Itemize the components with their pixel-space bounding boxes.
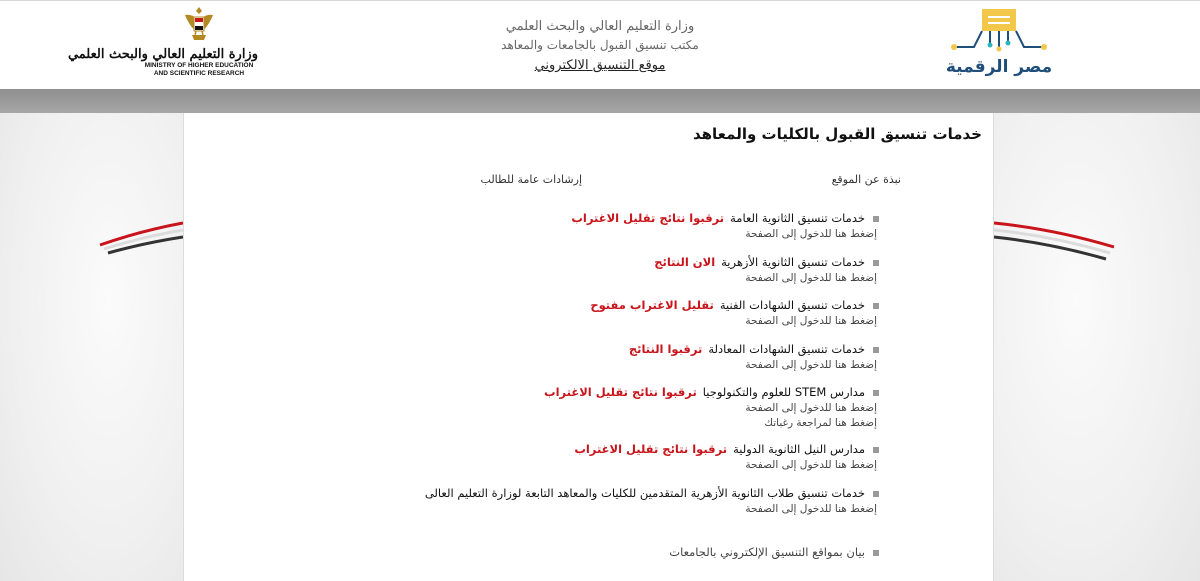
page-title: خدمات تنسيق القبول بالكليات والمعاهد — [692, 125, 982, 143]
bullet-icon — [873, 260, 879, 266]
bullet-icon — [873, 303, 879, 309]
header-ministry-line: وزارة التعليم العالي والبحث العلمي — [505, 19, 695, 34]
bullet-icon — [873, 550, 879, 556]
bullet-icon — [873, 390, 879, 396]
service-enter-page-link[interactable]: إضغط هنا للدخول إلى الصفحة — [745, 272, 877, 284]
service-title: مدارس النيل الثانوية الدولية — [733, 442, 865, 456]
about-site-link[interactable]: نبذة عن الموقع — [831, 173, 901, 186]
eagle-emblem-icon — [182, 5, 216, 45]
service-title: خدمات تنسيق طلاب الثانوية الأزهرية المتقدمين للكليات والمعاهد التابعة لوزارة التعليم العالى — [424, 486, 865, 500]
bullet-icon — [873, 491, 879, 497]
service-title: خدمات تنسيق الشهادات المعادلة — [708, 342, 865, 356]
right-background-panel — [994, 113, 1200, 581]
service-nile-schools — [574, 440, 879, 473]
service-enter-page-link[interactable]: إضغط هنا للدخول إلى الصفحة — [745, 459, 877, 471]
digital-egypt-circuit-icon — [946, 7, 1052, 55]
service-status-badge: ترقبوا النتائج — [628, 342, 703, 356]
service-status-badge: الان النتائج — [654, 255, 716, 269]
service-enter-page-link[interactable]: إضغط هنا للدخول إلى الصفحة — [745, 228, 877, 240]
service-university-sites — [669, 543, 879, 561]
e-coordination-site-link[interactable]: موقع التنسيق الالكتروني — [534, 58, 666, 73]
service-status-badge: تقليل الاغتراب مفتوح — [590, 298, 714, 312]
digital-egypt-logo[interactable] — [944, 7, 1054, 83]
service-enter-page-link[interactable]: إضغط هنا للدخول إلى الصفحة — [745, 503, 877, 515]
student-guidelines-link[interactable]: إرشادات عامة للطالب — [480, 173, 582, 186]
service-enter-page-link[interactable]: إضغط هنا للدخول إلى الصفحة — [745, 402, 877, 414]
bullet-icon — [873, 216, 879, 222]
ministry-name-english-line2: AND SCIENTIFIC RESEARCH — [153, 70, 245, 77]
service-stem-schools — [544, 383, 879, 431]
service-technical-certificates — [590, 296, 879, 329]
service-enter-page-link[interactable]: إضغط هنا للدخول إلى الصفحة — [745, 359, 877, 371]
header-gray-band — [0, 89, 1200, 113]
flag-stripes-right-icon — [994, 113, 1200, 313]
bullet-icon — [873, 347, 879, 353]
main-content-panel — [183, 113, 994, 581]
service-title: خدمات تنسيق الثانوية الأزهرية — [721, 255, 865, 269]
header-center-text — [450, 17, 750, 78]
digital-egypt-logo-text: مصر الرقمية — [945, 57, 1053, 77]
header-office-line: مكتب تنسيق القبول بالجامعات والمعاهد — [501, 38, 699, 52]
service-status-badge: ترقبوا نتائج تقليل الاغتراب — [544, 385, 697, 399]
service-status-badge: ترقبوا نتائج تقليل الاغتراب — [571, 211, 725, 225]
flag-stripes-left-icon — [0, 113, 183, 313]
ministry-name-english-line1: MINISTRY OF HIGHER EDUCATION — [144, 62, 254, 69]
ministry-name-arabic: وزارة التعليم العالي والبحث العلمي — [67, 47, 258, 62]
ministry-logo[interactable] — [67, 5, 258, 89]
service-azhar-secondary — [654, 253, 879, 286]
bullet-icon — [873, 447, 879, 453]
service-review-choices-link[interactable]: إضغط هنا لمراجعة رغباتك — [764, 417, 877, 429]
left-background-panel — [0, 113, 183, 581]
site-header — [0, 0, 1200, 89]
service-title: خدمات تنسيق الشهادات الفنية — [719, 298, 865, 312]
service-equivalent-certificates — [629, 340, 879, 373]
service-general-secondary — [571, 209, 879, 242]
service-title: خدمات تنسيق الثانوية العامة — [730, 211, 865, 225]
university-sites-link[interactable]: بيان بمواقع التنسيق الإلكتروني بالجامعات — [669, 545, 865, 559]
service-status-badge: ترقبوا نتائج تقليل الاغتراب — [574, 442, 728, 456]
service-enter-page-link[interactable]: إضغط هنا للدخول إلى الصفحة — [745, 315, 877, 327]
service-title: مدارس STEM للعلوم والتكنولوجيا — [702, 385, 865, 399]
service-azhar-higher-ed — [425, 484, 879, 517]
